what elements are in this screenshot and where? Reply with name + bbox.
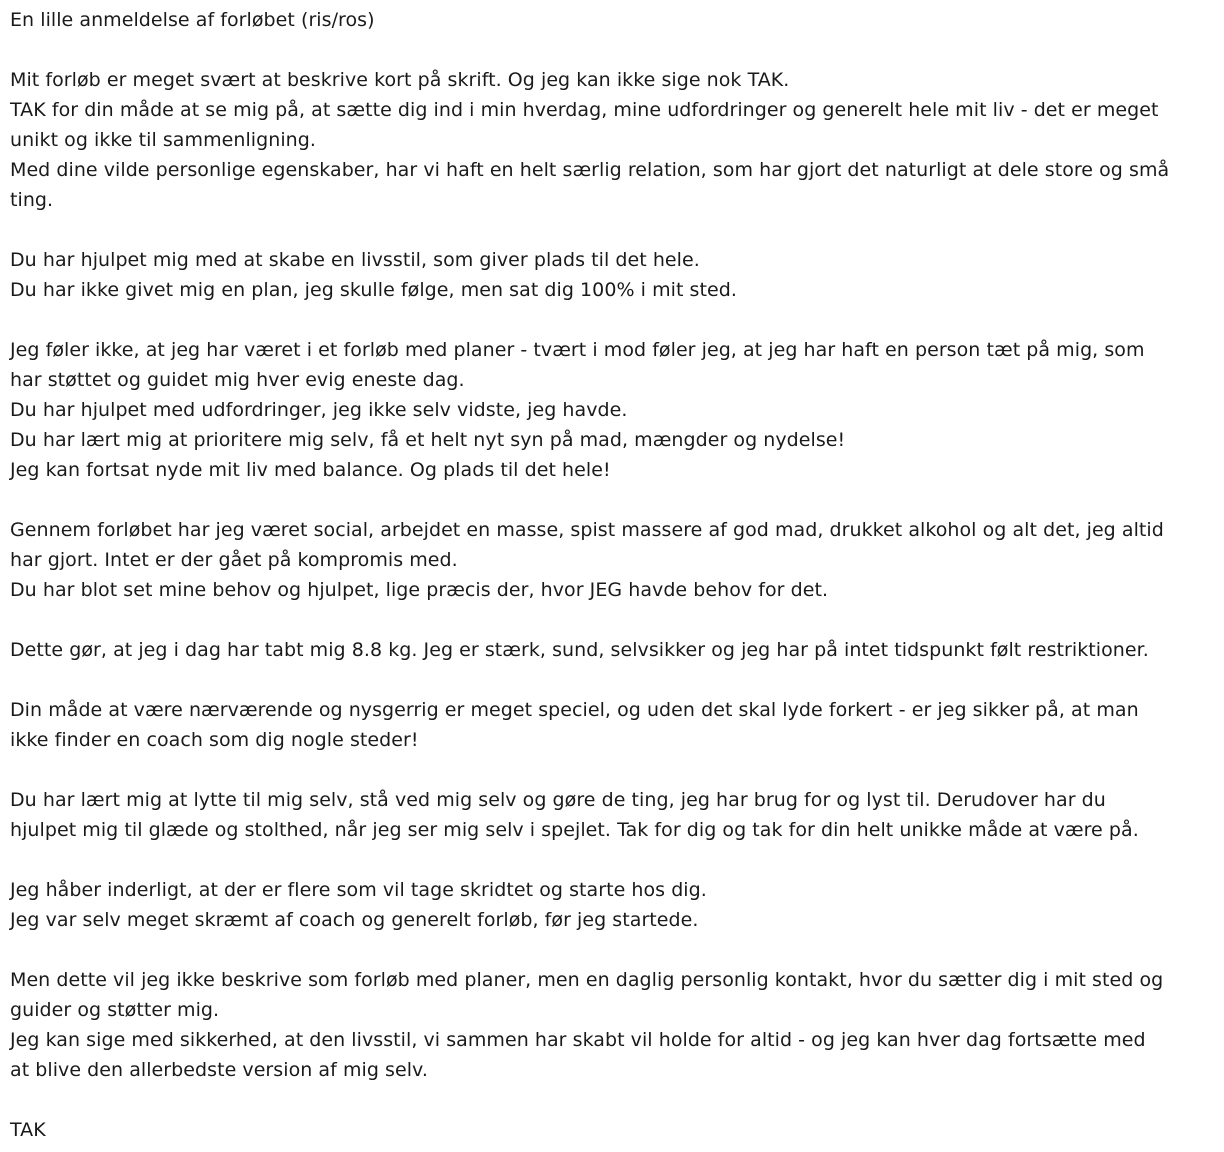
text-line: Jeg var selv meget skræmt af coach og generelt forløb, før jeg startede. — [10, 909, 699, 931]
paragraph — [10, 245, 1220, 305]
document-title: En lille anmeldelse af forløbet (ris/ros) — [10, 9, 375, 31]
text-line: har gjort. Intet er der gået på kompromis med. — [10, 549, 458, 571]
paragraph — [10, 515, 1220, 605]
paragraph-spacer — [10, 755, 1220, 785]
text-line: Men dette vil jeg ikke beskrive som forløb med planer, men en daglig personlig kontakt, hvor du sætter dig i mit sted og — [10, 969, 1164, 991]
document-body — [10, 35, 1220, 1145]
paragraph-spacer — [10, 485, 1220, 515]
text-line: Din måde at være nærværende og nysgerrig er meget speciel, og uden det skal lyde forkert - er jeg sikker på, at man — [10, 699, 1139, 721]
text-line: Jeg kan fortsat nyde mit liv med balance. Og plads til det hele! — [10, 459, 611, 481]
text-line: har støttet og guidet mig hver evig eneste dag. — [10, 369, 465, 391]
text-line: Gennem forløbet har jeg været social, arbejdet en masse, spist massere af god mad, drukket alkohol og alt det, jeg altid — [10, 519, 1164, 541]
text-line: Jeg håber inderligt, at der er flere som vil tage skridtet og starte hos dig. — [10, 879, 707, 901]
text-line: TAK for din måde at se mig på, at sætte dig ind i min hverdag, mine udfordringer og generelt hele mit liv - det er meget — [10, 99, 1159, 121]
paragraph-spacer — [10, 605, 1220, 635]
text-line: Du har hjulpet mig med at skabe en livsstil, som giver plads til det hele. — [10, 249, 700, 271]
text-line: Mit forløb er meget svært at beskrive kort på skrift. Og jeg kan ikke sige nok TAK. — [10, 69, 790, 91]
text-line: TAK — [10, 1119, 46, 1141]
paragraph — [10, 635, 1220, 665]
paragraph — [10, 695, 1220, 755]
paragraph-spacer — [10, 845, 1220, 875]
text-line: at blive den allerbedste version af mig selv. — [10, 1059, 428, 1081]
paragraph — [10, 335, 1220, 485]
paragraph-spacer — [10, 215, 1220, 245]
text-line: Dette gør, at jeg i dag har tabt mig 8.8 kg. Jeg er stærk, sund, selvsikker og jeg har på intet tidspunkt følt restriktioner. — [10, 639, 1149, 661]
paragraph — [10, 65, 1220, 215]
paragraph-spacer — [10, 665, 1220, 695]
paragraph-spacer — [10, 305, 1220, 335]
text-line: guider og støtter mig. — [10, 999, 220, 1021]
paragraph — [10, 875, 1220, 935]
paragraph — [10, 785, 1220, 845]
text-line: ting. — [10, 189, 54, 211]
text-line: Du har blot set mine behov og hjulpet, lige præcis der, hvor JEG havde behov for det. — [10, 579, 829, 601]
text-line: hjulpet mig til glæde og stolthed, når jeg ser mig selv i spejlet. Tak for dig og tak for din helt unikke måde at være på. — [10, 819, 1139, 841]
paragraph — [10, 965, 1220, 1085]
text-line: unikt og ikke til sammenligning. — [10, 129, 316, 151]
paragraph-spacer — [10, 935, 1220, 965]
text-line: ikke finder en coach som dig nogle steder! — [10, 729, 419, 751]
text-line: Jeg føler ikke, at jeg har været i et forløb med planer - tvært i mod føler jeg, at jeg har haft en person tæt på mig, som — [10, 339, 1145, 361]
text-line: Du har ikke givet mig en plan, jeg skulle følge, men sat dig 100% i mit sted. — [10, 279, 737, 301]
text-line: Med dine vilde personlige egenskaber, har vi haft en helt særlig relation, som har gjort det naturligt at dele store og små — [10, 159, 1170, 181]
text-line: Du har hjulpet med udfordringer, jeg ikke selv vidste, jeg havde. — [10, 399, 628, 421]
paragraph-spacer — [10, 35, 1220, 65]
text-line: Du har lært mig at prioritere mig selv, få et helt nyt syn på mad, mængder og nydelse! — [10, 429, 846, 451]
text-line: Du har lært mig at lytte til mig selv, stå ved mig selv og gøre de ting, jeg har brug for og lyst til. Derudover har du — [10, 789, 1106, 811]
text-line: Jeg kan sige med sikkerhed, at den livsstil, vi sammen har skabt vil holde for altid - og jeg kan hver dag fortsætte med — [10, 1029, 1146, 1051]
review-document — [10, 5, 1220, 1145]
paragraph — [10, 1115, 1220, 1145]
paragraph-spacer — [10, 1085, 1220, 1115]
